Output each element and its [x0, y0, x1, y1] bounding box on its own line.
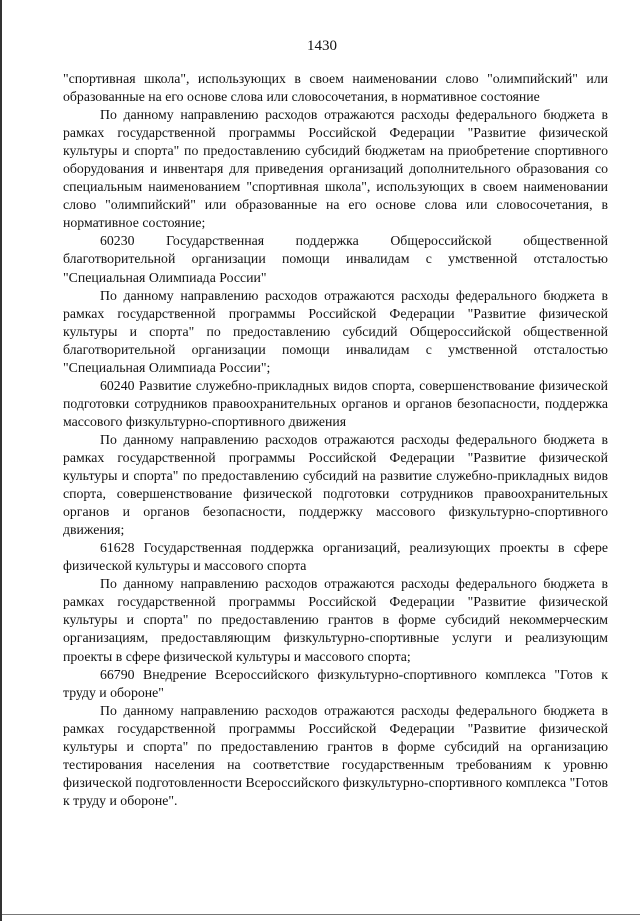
- paragraph-description: По данному направлению расходов отражаются расходы федерального бюджета в рамках государственной программы Российской Федерации "Развитие физической культуры и спорта" по предоставлению грантов в форме субсидий некоммерческим организациям, предоставляющим физкультурно-спортивные услуги и реализующим проекты в сфере физической культуры и массового спорта;: [63, 576, 608, 664]
- document-body: [63, 70, 608, 810]
- paragraph-code-heading: 61628 Государственная поддержка организаций, реализующих проекты в сфере физической культуры и массового спорта: [63, 540, 608, 574]
- page-number: 1430: [307, 38, 337, 54]
- paragraph-description: По данному направлению расходов отражаются расходы федерального бюджета в рамках государственной программы Российской Федерации "Развитие физической культуры и спорта" по предоставлению субсидий на развитие служебно-прикладных видов спорта, совершенствование физической подготовки сотрудников правоохранительных органов и органов безопасности, поддержку массового физкультурно-спортивного движения;: [63, 431, 608, 538]
- page-bottom-edge: [2, 914, 640, 915]
- paragraph-code-heading: 60230 Государственная поддержка Общероссийской общественной благотворительной организации помощи инвалидам с умственной отсталостью "Специальная Олимпиада России": [63, 233, 608, 285]
- paragraph-continuation: "спортивная школа", использующих в своем наименовании слово "олимпийский" или образованные на его основе слова или словосочетания, в нормативное состояние: [63, 71, 608, 105]
- paragraph-description: По данному направлению расходов отражаются расходы федерального бюджета в рамках государственной программы Российской Федерации "Развитие физической культуры и спорта" по предоставлению субсидий бюджетам на приобретение спортивного оборудования и инвентаря для приведения организаций дополнительного образования со специальным наименованием "спортивная школа", использующих в своем наименовании слово "олимпийский" или образованные на его основе слова или словосочетания, в нормативное состояние;: [63, 107, 608, 231]
- paragraph-description: По данному направлению расходов отражаются расходы федерального бюджета в рамках государственной программы Российской Федерации "Развитие физической культуры и спорта" по предоставлению грантов в форме субсидий на организацию тестирования населения на соответствие государственным требованиям к уровню физической подготовленности Всероссийского физкультурно-спортивного комплекса "Готов к труду и обороне".: [63, 702, 608, 808]
- paragraph-description: По данному направлению расходов отражаются расходы федерального бюджета в рамках государственной программы Российской Федерации "Развитие физической культуры и спорта" по предоставлению субсидий Общероссийской общественной благотворительной организации помощи инвалидам с умственной отсталостью "Специальная Олимпиада России";: [63, 287, 608, 375]
- paragraph-code-heading: 60240 Развитие служебно-прикладных видов спорта, совершенствование физической подготовки сотрудников правоохранительных органов и органов безопасности, поддержка массового физкультурно-спортивного движения: [63, 377, 608, 429]
- paragraph-code-heading: 66790 Внедрение Всероссийского физкультурно-спортивного комплекса "Готов к труду и обороне": [63, 666, 608, 700]
